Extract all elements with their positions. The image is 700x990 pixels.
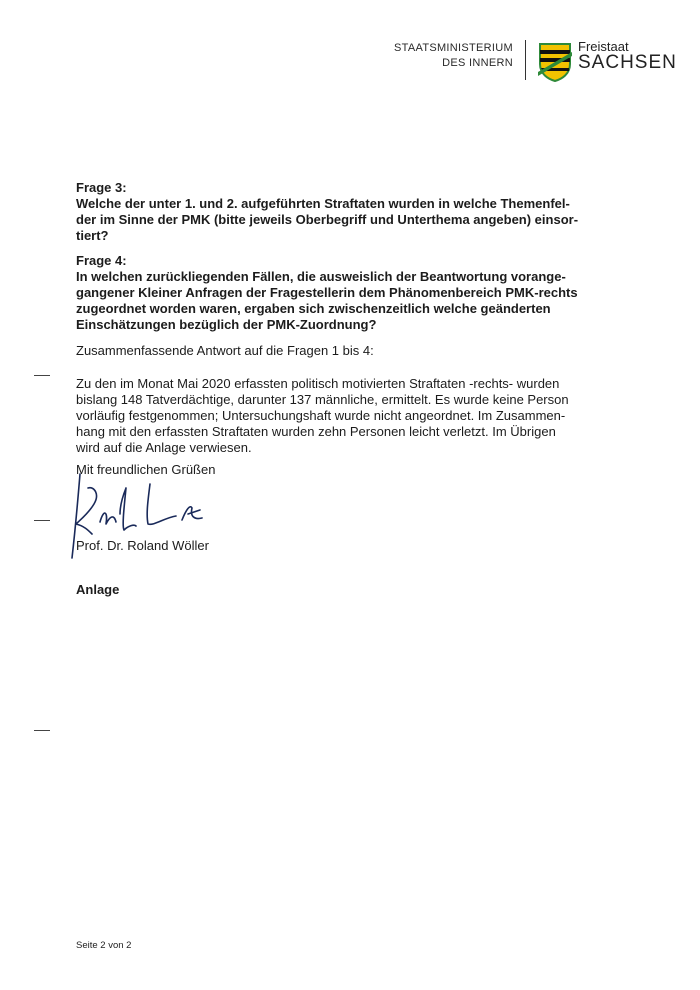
answer-line: vorläufig festgenommen; Untersuchungshaft wurde nicht angeordnet. Im Zusammen- [76,408,566,423]
ministry-line-2: DES INNERN [442,57,513,69]
question-3-line: tiert? [76,228,109,243]
answer-line: Zu den im Monat Mai 2020 erfassten politisch motivierten Straftaten -rechts- wurden [76,376,560,391]
fold-mark [34,730,50,731]
summary-heading: Zusammenfassende Antwort auf die Fragen 1 bis 4: [76,343,374,358]
question-3-line: der im Sinne der PMK (bitte jeweils Oberbegriff und Unterthema angeben) einsor- [76,212,579,227]
page-number: Seite 2 von 2 [76,940,132,951]
ministry-line-1: STAATSMINISTERIUM [394,42,513,54]
answer-line: hang mit den erfassten Straftaten wurden zehn Personen leicht verletzt. Im Übrigen [76,424,556,439]
saxony-crest-icon [538,42,572,82]
question-4-label: Frage 4: [76,253,127,268]
header-divider [525,40,526,80]
fold-mark [34,375,50,376]
answer [76,376,584,456]
answer-line: bislang 148 Tatverdächtige, darunter 137 männliche, ermittelt. Es wurde keine Person [76,392,569,407]
question-4-line: Einschätzungen bezüglich der PMK-Zuordnung? [76,317,377,332]
ministry-name [388,41,513,71]
closing: Mit freundlichen Grüßen [76,462,216,477]
question-3-label: Frage 3: [76,180,127,195]
signatory-name: Prof. Dr. Roland Wöller [76,538,209,553]
brand-sachsen: SACHSEN [578,52,677,73]
question-4 [76,253,584,333]
answer-line: wird auf die Anlage verwiesen. [76,440,252,455]
question-4-line: zugeordnet worden waren, ergaben sich zwischenzeitlich welche geänderten [76,301,551,316]
question-4-line: In welchen zurückliegenden Fällen, die ausweislich der Beantwortung vorange- [76,269,566,284]
question-3-line: Welche der unter 1. und 2. aufgeführten Straftaten wurden in welche Themenfel- [76,196,570,211]
question-3 [76,180,584,244]
question-4-line: gangener Kleiner Anfragen der Fragestellerin dem Phänomenbereich PMK-rechts [76,285,578,300]
brand-freistaat: Freistaat [578,39,629,54]
fold-mark [34,520,50,521]
attachment-label: Anlage [76,582,120,597]
